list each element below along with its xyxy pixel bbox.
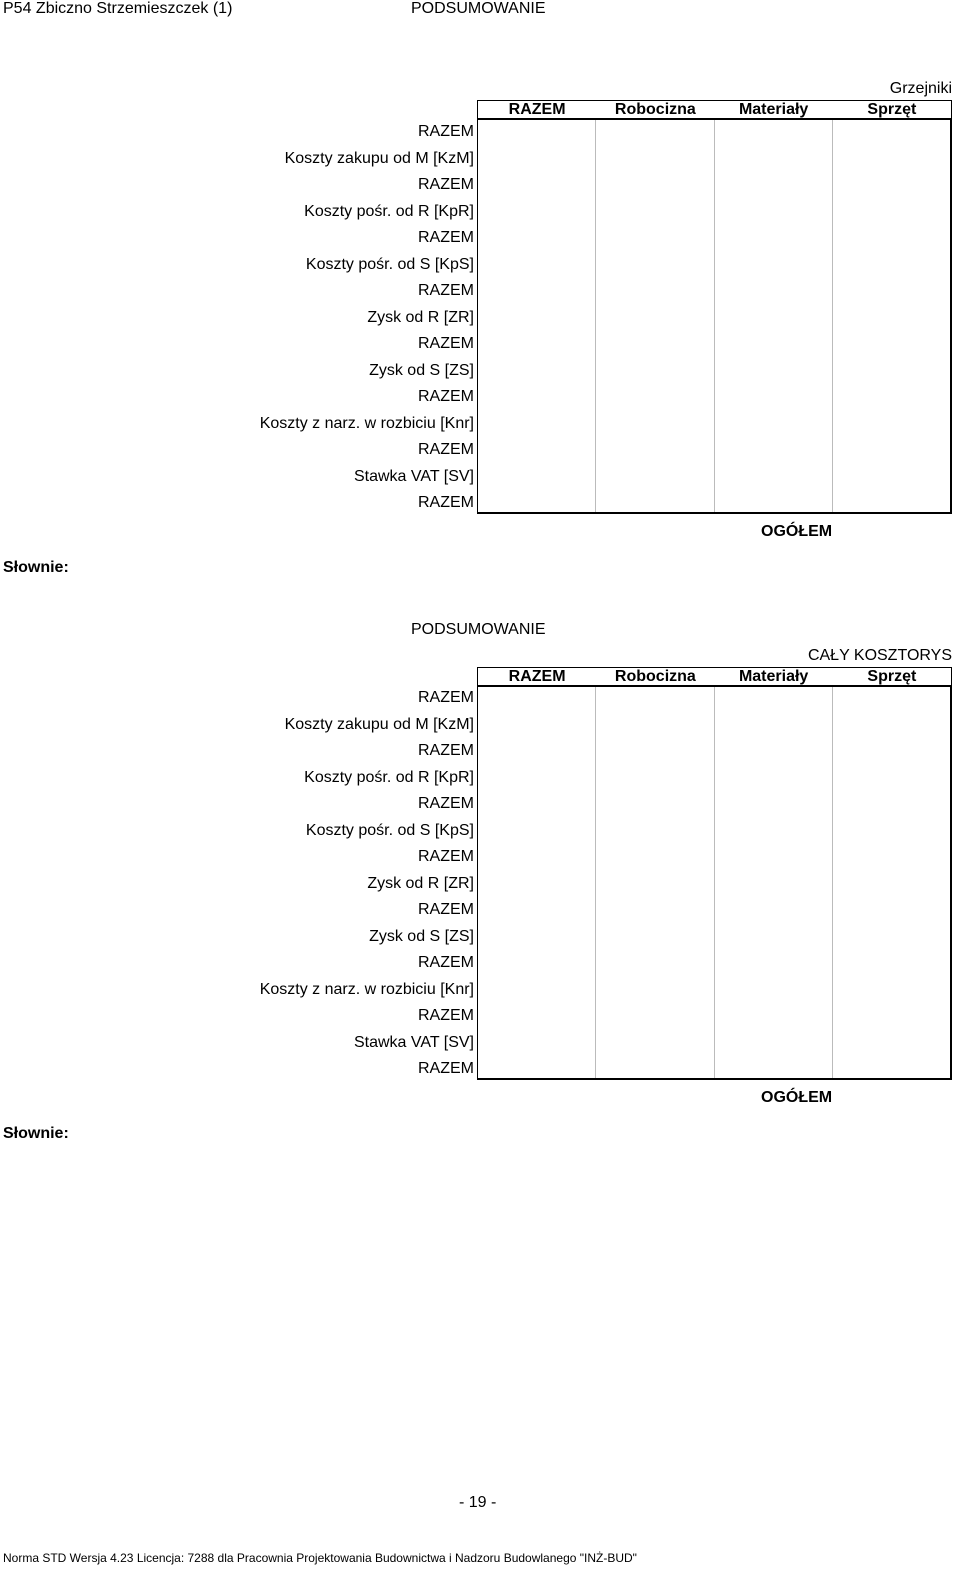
row-label: Koszty pośr. od S [KpS] — [305, 821, 474, 839]
row-labels — [200, 119, 474, 517]
in-words-label: Słownie: — [3, 1125, 69, 1142]
row-label: RAZEM — [418, 1007, 474, 1024]
grid-column — [715, 120, 833, 512]
row-label: Zysk od R [ZR] — [367, 874, 474, 892]
grid-header — [477, 667, 952, 687]
row-label: RAZEM — [418, 689, 474, 706]
document-title: P54 Zbiczno Strzemieszczek (1) — [3, 0, 233, 17]
page-number: - 19 - — [459, 1494, 497, 1511]
row-label: RAZEM — [418, 901, 474, 918]
row-label: Koszty z narz. w rozbiciu [Knr] — [259, 414, 474, 432]
grid-body — [477, 120, 952, 514]
row-label: RAZEM — [418, 848, 474, 865]
column-header-materialy: Materiały — [738, 668, 809, 685]
row-label: RAZEM — [418, 795, 474, 812]
column-header-razem: RAZEM — [508, 101, 566, 118]
row-label: RAZEM — [418, 494, 474, 511]
grid-body — [477, 687, 952, 1080]
row-label: Koszty pośr. od S [KpS] — [305, 255, 474, 273]
row-labels — [200, 685, 474, 1083]
in-words-label: Słownie: — [3, 559, 69, 576]
column-header-robocizna: Robocizna — [614, 101, 696, 118]
column-header-materialy: Materiały — [738, 101, 809, 118]
row-label: Koszty z narz. w rozbiciu [Knr] — [259, 980, 474, 998]
row-label: RAZEM — [418, 229, 474, 246]
row-label: Koszty zakupu od M [KzM] — [284, 715, 474, 733]
column-header-robocizna: Robocizna — [614, 668, 696, 685]
grid-column — [596, 120, 714, 512]
row-label: Zysk od S [ZS] — [369, 927, 474, 945]
column-header-sprzet: Sprzęt — [867, 101, 917, 118]
section-name: Grzejniki — [889, 80, 952, 97]
license-footer: Norma STD Wersja 4.23 Licencja: 7288 dla Pracownia Projektowania Budownictwa i Nadzoru Budowlanego "INŻ-BUD" — [3, 1551, 637, 1565]
row-label: RAZEM — [418, 742, 474, 759]
row-label: RAZEM — [418, 335, 474, 352]
row-label: RAZEM — [418, 954, 474, 971]
row-label: Zysk od R [ZR] — [367, 308, 474, 326]
section-name: CAŁY KOSZTORYS — [807, 647, 952, 664]
grid-column — [478, 687, 596, 1078]
grid-header — [477, 100, 952, 120]
row-label: RAZEM — [418, 1060, 474, 1077]
grid-column — [715, 687, 833, 1078]
grid-column — [833, 687, 950, 1078]
column-header-sprzet: Sprzęt — [867, 668, 917, 685]
row-label: RAZEM — [418, 176, 474, 193]
row-label: Stawka VAT [SV] — [353, 467, 474, 485]
row-label: RAZEM — [418, 282, 474, 299]
grid-column — [833, 120, 950, 512]
row-label: RAZEM — [418, 123, 474, 140]
section-title: PODSUMOWANIE — [411, 621, 546, 638]
grid-column — [596, 687, 714, 1078]
total-label: OGÓŁEM — [761, 1089, 833, 1106]
total-label: OGÓŁEM — [761, 523, 833, 540]
row-label: RAZEM — [418, 441, 474, 458]
row-label: Koszty pośr. od R [KpR] — [304, 202, 474, 220]
row-label: Koszty pośr. od R [KpR] — [304, 768, 474, 786]
summary-title: PODSUMOWANIE — [411, 0, 546, 17]
row-label: RAZEM — [418, 388, 474, 405]
row-label: Zysk od S [ZS] — [369, 361, 474, 379]
row-label: Stawka VAT [SV] — [353, 1033, 474, 1051]
row-label: Koszty zakupu od M [KzM] — [284, 149, 474, 167]
grid-column — [478, 120, 596, 512]
column-header-razem: RAZEM — [508, 668, 566, 685]
